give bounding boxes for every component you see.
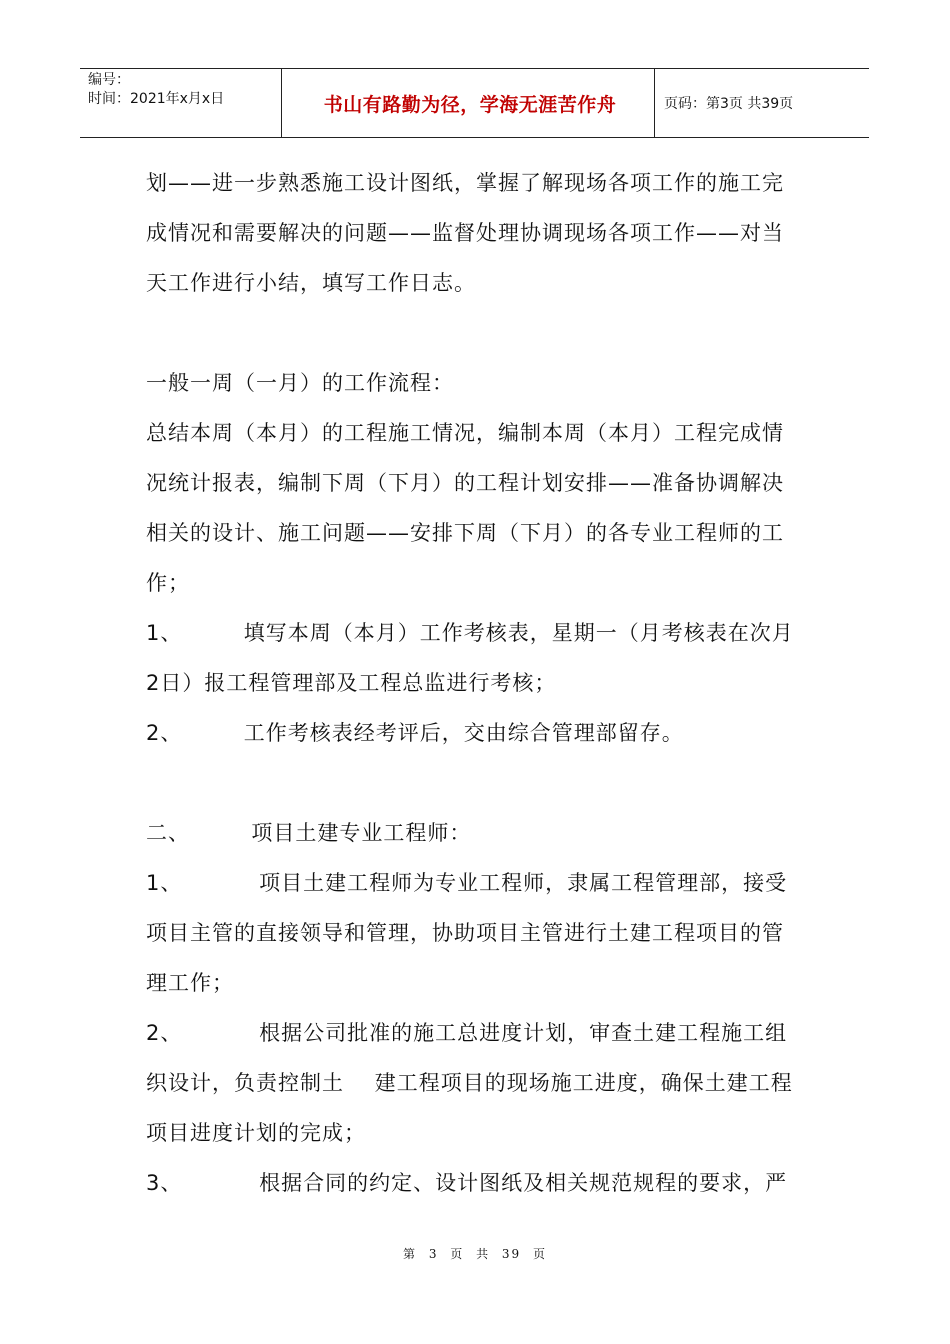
list-item-continuation: 理工作； bbox=[146, 971, 234, 995]
page-footer: 第 3 页 共 39 页 bbox=[403, 1247, 547, 1261]
list-item-continuation: 项目进度计划的完成； bbox=[146, 1121, 366, 1145]
paragraph-line: 作； bbox=[146, 571, 190, 595]
document-date-label: 时间：2021年x月x日 bbox=[88, 91, 225, 107]
list-item: 3、 根据合同的约定、设计图纸及相关规范规程的要求，严 bbox=[146, 1171, 788, 1195]
header-motto: 书山有路勤为径，学海无涯苦作舟 bbox=[323, 93, 617, 116]
header-page-number: 页码：第3页 共39页 bbox=[664, 96, 794, 112]
paragraph-line: 天工作进行小结，填写工作日志。 bbox=[146, 271, 476, 295]
paragraph-line: 成情况和需要解决的问题——监督处理协调现场各项工作——对当 bbox=[146, 221, 784, 245]
header-divider bbox=[281, 69, 282, 137]
paragraph-line: 划——进一步熟悉施工设计图纸，掌握了解现场各项工作的施工完 bbox=[146, 171, 784, 195]
page-header bbox=[80, 68, 869, 138]
list-item: 2、 根据公司批准的施工总进度计划，审查土建工程施工组 bbox=[146, 1021, 788, 1045]
list-item: 1、 项目土建工程师为专业工程师，隶属工程管理部，接受 bbox=[146, 871, 788, 895]
paragraph-line: 况统计报表，编制下周（下月）的工程计划安排——准备协调解决 bbox=[146, 471, 784, 495]
section-heading: 二、 项目土建专业工程师： bbox=[146, 821, 472, 845]
section-heading: 一般一周（一月）的工作流程： bbox=[146, 371, 454, 395]
list-item: 2、 工作考核表经考评后，交由综合管理部留存。 bbox=[146, 721, 684, 745]
list-item-continuation: 2日）报工程管理部及工程总监进行考核； bbox=[146, 671, 557, 695]
paragraph-line: 总结本周（本月）的工程施工情况，编制本周（本月）工程完成情 bbox=[146, 421, 784, 445]
list-item: 1、 填写本周（本月）工作考核表，星期一（月考核表在次月 bbox=[146, 621, 794, 645]
document-number-label: 编号： bbox=[88, 72, 130, 88]
list-item-continuation: 织设计，负责控制土 建工程项目的现场施工进度，确保土建工程 bbox=[146, 1071, 793, 1095]
paragraph-line: 相关的设计、施工问题——安排下周（下月）的各专业工程师的工 bbox=[146, 521, 784, 545]
list-item-continuation: 项目主管的直接领导和管理，协助项目主管进行土建工程项目的管 bbox=[146, 921, 784, 945]
header-meta bbox=[88, 71, 224, 109]
